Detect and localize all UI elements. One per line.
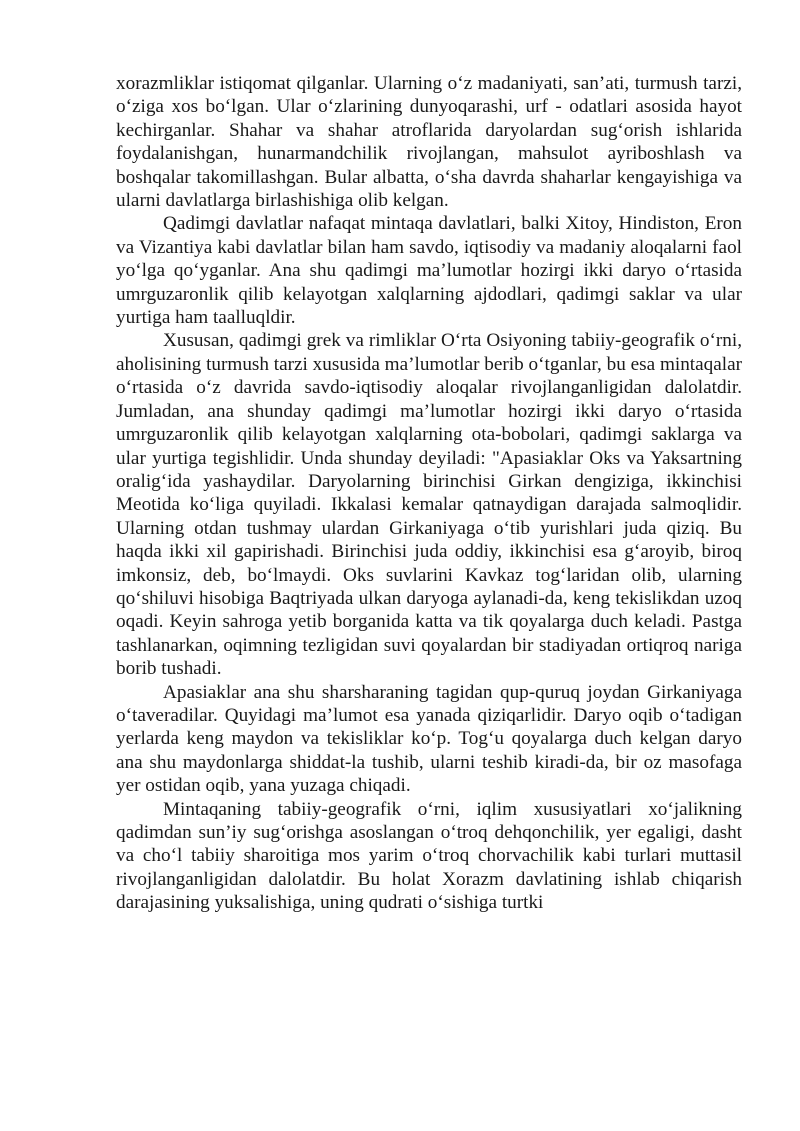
paragraph: Xususan, qadimgi grek va rimliklar O‘rta Osiyoning tabiiy-geografik o‘rni, aholisining turmush tarzi xususida ma’lumotlar berib o‘tganlar, bu esa mintaqalar o‘rtasida o‘z davrida savdo-iqtisodiy aloqalar rivojlanganligidan dalolatdir. Jumladan, ana shunday qadimgi ma’lumotlar hozirgi ikki daryo o‘rtasida umrguzaronlik qilib kelayotgan xalqlarning ota-bobolari, qadimgi saklarga va ular yurtiga tegishlidir. Unda shunday deyiladi: "Apasiaklar Oks va Yaksartning oralig‘ida yashaydilar. Daryolarning birinchisi Girkan dengiziga, ikkinchisi Meotida ko‘liga quyiladi. Ikkalasi kemalar qatnaydigan darajada salmoqlidir. Ularning otdan tushmay ulardan Girkaniyaga o‘tib yurishlari juda qiziq. Bu haqda ikki xil gapirishadi. Birinchisi juda oddiy, ikkinchisi esa g‘aroyib, biroq imkonsiz, deb, bo‘lmaydi. Oks suvlarini Kavkaz tog‘laridan olib, ularning qo‘shiluvi hisobiga Baqtriyada ulkan daryoga aylanadi-da, keng tekislikdan uzoq oqadi. Keyin sahroga yetib borganida katta va tik qoyalarga duch keladi. Pastga tashlanarkan, oqimning tezligidan suvi qoyalardan bir stadiyadan ortiqroq nariga borib tushadi. xyxy=(116,330,742,680)
paragraph: Apasiaklar ana shu sharsharaning tagidan qup-quruq joydan Girkaniyaga o‘taveradilar. Quyidagi ma’lumot esa yanada qiziqarlidir. Daryo oqib o‘tadigan yerlarda keng maydon va tekisliklar ko‘p. Tog‘u qoyalarga duch kelgan daryo ana shu maydonlarga shiddat-la tushib, ularni teshib kiradi-da, bir oz masofaga yer ostidan oqib, yana yuzaga chiqadi. xyxy=(116,681,742,797)
document-page xyxy=(116,72,742,915)
paragraph: Mintaqaning tabiiy-geografik o‘rni, iqlim xususiyatlari xo‘jalikning qadimdan sun’iy sug‘orishga asoslangan o‘troq dehqonchilik, yer egaligi, dasht va cho‘l tabiiy sharoitiga mos yarim o‘troq chorvachilik kabi turlari muttasil rivojlanganligidan dalolatdir. Bu holat Xorazm davlatining ishlab chiqarish darajasining yuksalishiga, uning qudrati o‘sishiga turtki xyxy=(116,798,742,914)
paragraph: Qadimgi davlatlar nafaqat mintaqa davlatlari, balki Xitoy, Hindiston, Eron va Vizantiya kabi davlatlar bilan ham savdo, iqtisodiy va madaniy aloqalarni faol yo‘lga qo‘yganlar. Ana shu qadimgi ma’lumotlar hozirgi ikki daryo o‘rtasida umrguzaronlik qilib kelayotgan xalqlarning ajdodlari, qadimgi saklar va ular yurtiga ham taalluqldir. xyxy=(116,213,742,329)
paragraph: xorazmliklar istiqomat qilganlar. Ularning o‘z madaniyati, san’ati, turmush tarzi, o‘ziga xos bo‘lgan. Ular o‘zlarining dunyoqarashi, urf - odatlari asosida hayot kechirganlar. Shahar va shahar atroflarida daryolardan sug‘orish ishlarida foydalanishgan, hunarmandchilik rivojlangan, mahsulot ayriboshlash va boshqalar takomillashgan. Bular albatta, o‘sha davrda shaharlar kengayishiga va ularni davlatlarga birlashishiga olib kelgan. xyxy=(116,73,742,212)
